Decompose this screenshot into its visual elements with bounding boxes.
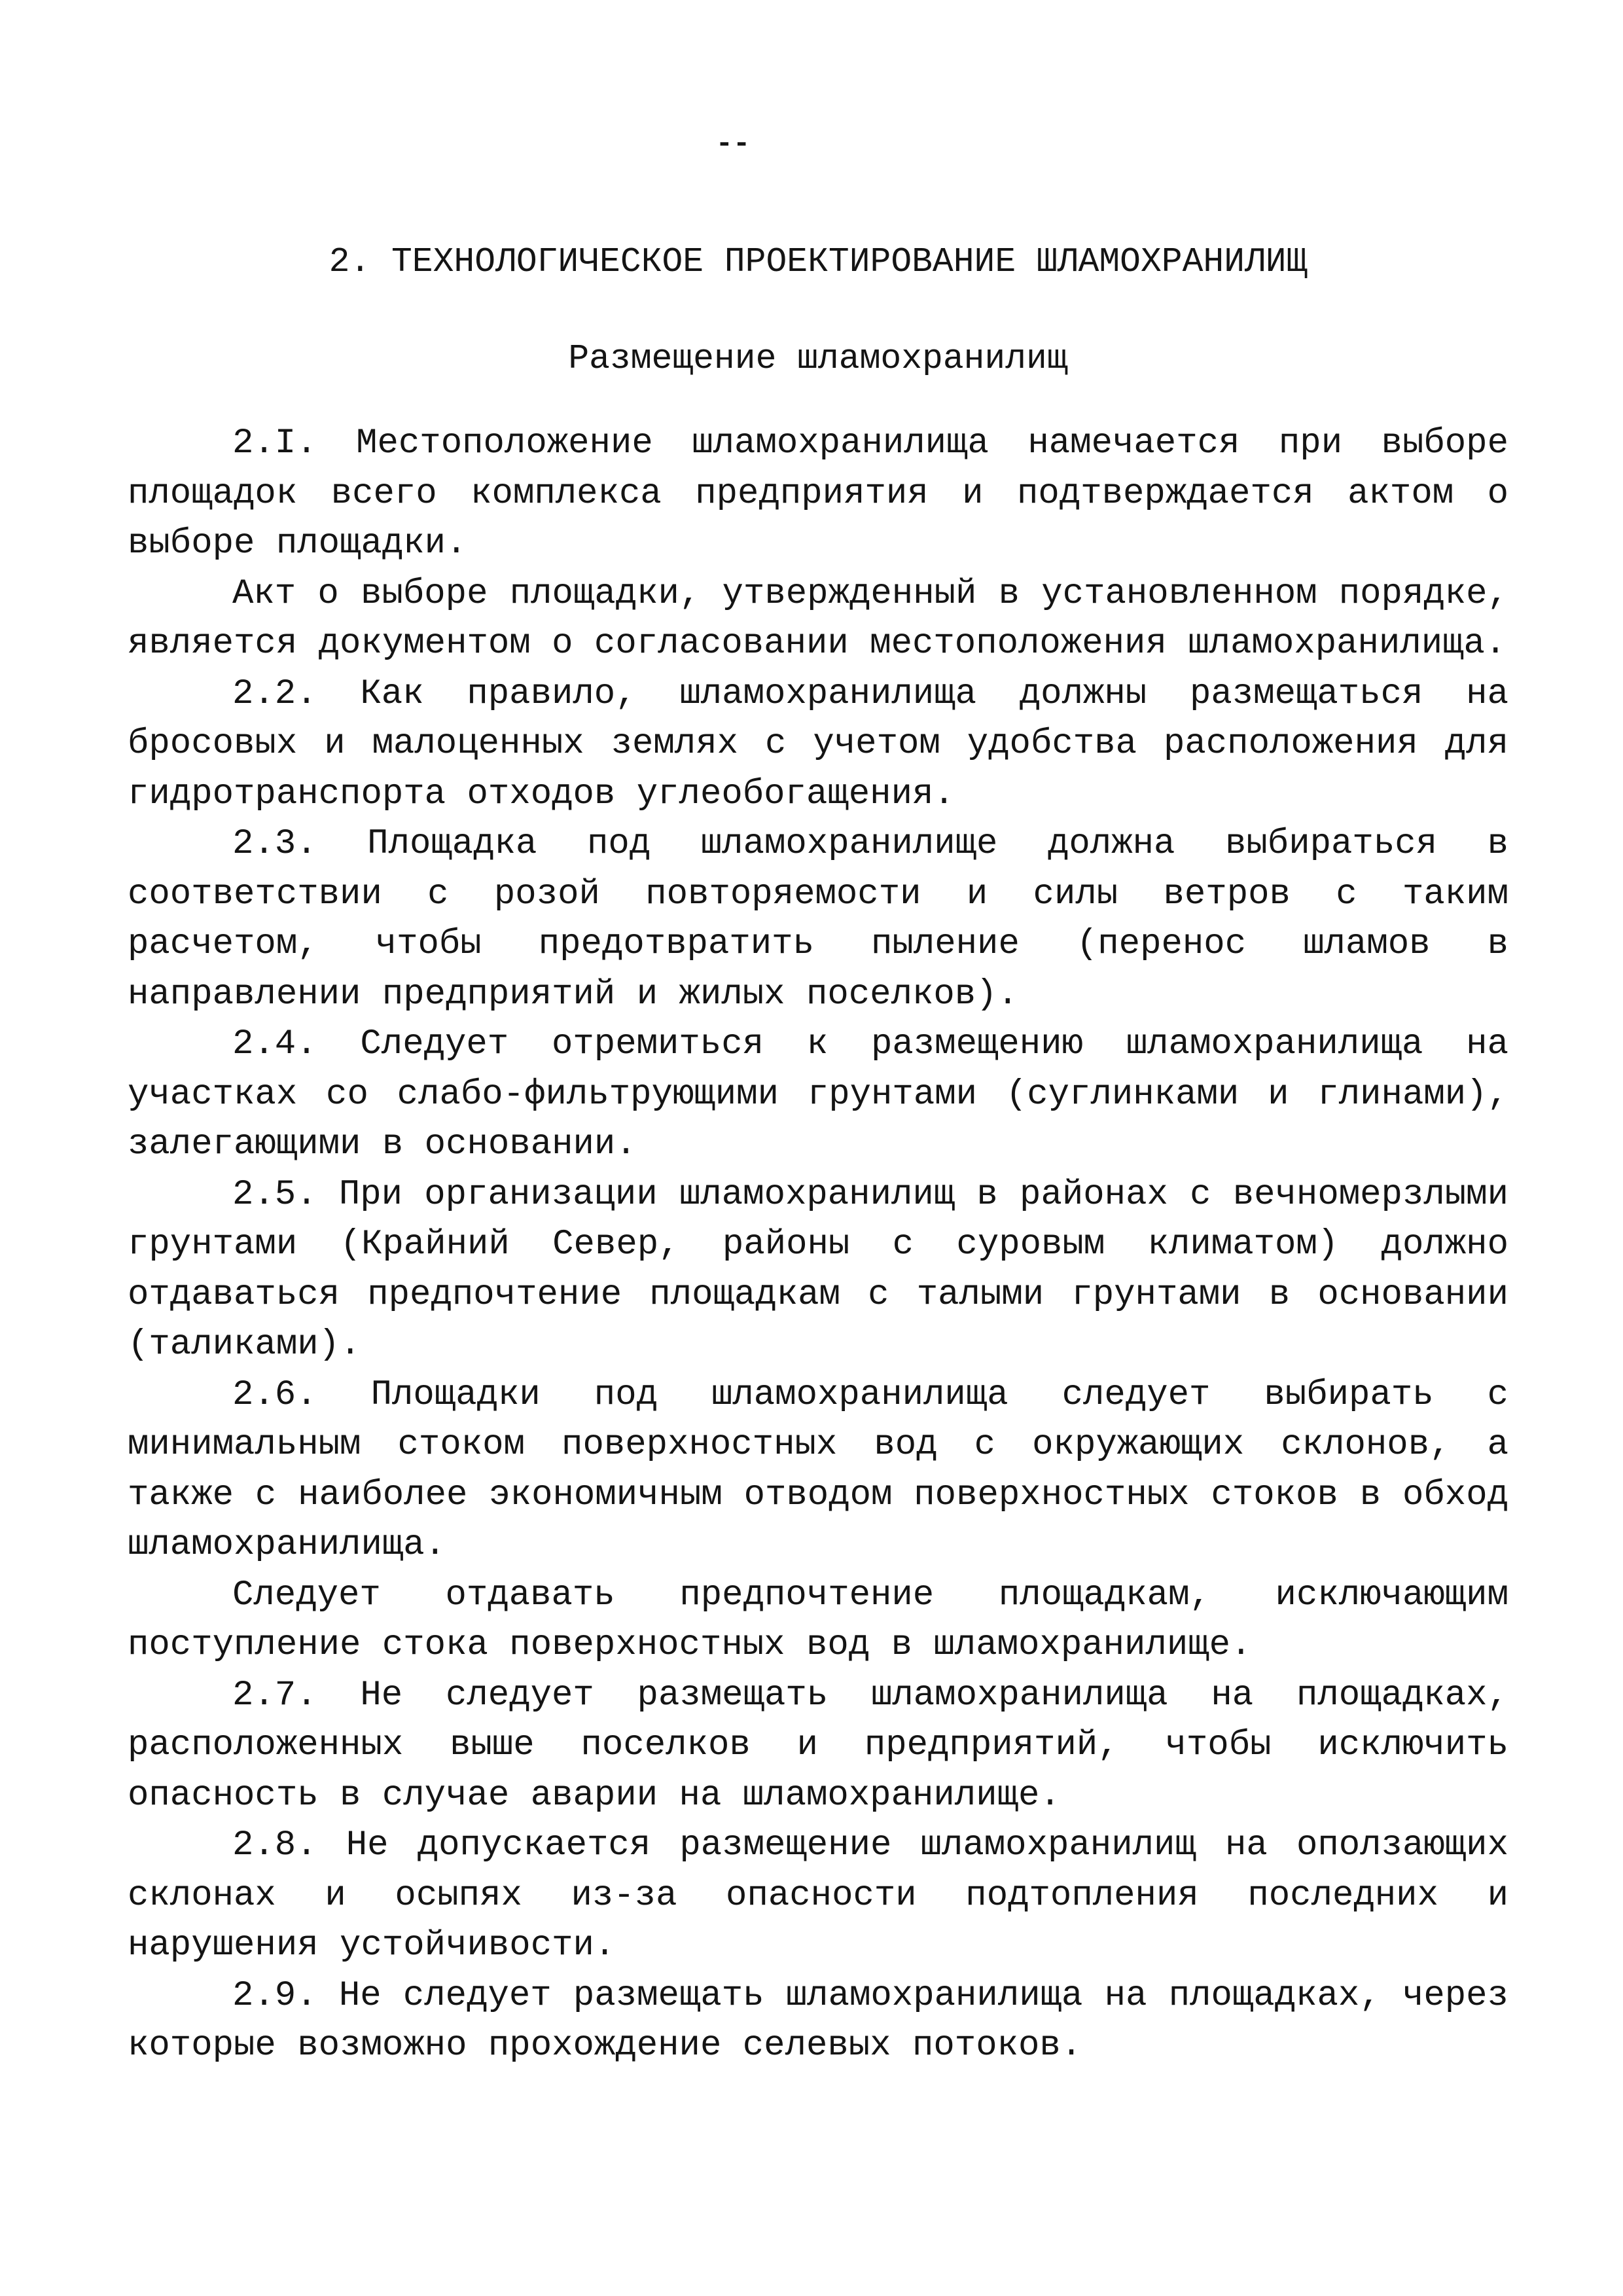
section-title: 2. ТЕХНОЛОГИЧЕСКОЕ ПРОЕКТИРОВАНИЕ ШЛАМОХРАНИЛИЩ: [329, 242, 1308, 281]
paragraph-2-6-note: Следует отдавать предпочтение площадкам, исключающим поступление стока поверхностных вод в шламохранилище.: [128, 1575, 1508, 1665]
paragraph-2-3: 2.3. Площадка под шламохранилище должна выбираться в соответствии с розой повторяемости и силы ветров с таким расчетом, чтобы предотвратить пыление (перенос шламов в направлении предприятий и жилых поселков).: [128, 824, 1508, 1014]
paragraph-2-1: 2.I. Местоположение шламохранилища намечается при выборе площадок всего комплекса предприятия и подтверждается актом о выборе площадки.: [128, 423, 1508, 564]
paragraph-2-8: 2.8. Не допускается размещение шламохранилищ на оползающих склонах и осыпях из-за опасности подтопления последних и нарушения устойчивости.: [128, 1825, 1508, 1965]
paragraph-2-6: 2.6. Площадки под шламохранилища следует выбирать с минимальным стоком поверхностных вод с окружающих склонов, а также с наиболее экономичным отводом поверхностных стоков в обход шламохранилища.: [128, 1374, 1508, 1565]
subsection-title: Размещение шламохранилищ: [568, 339, 1068, 378]
paragraph-2-5: 2.5. При организации шламохранилищ в районах с вечномерзлыми грунтами (Крайний Север, районы с суровым климатом) должно отдаваться предпочтение площадкам с талыми грунтами в основании (таликами).: [128, 1174, 1508, 1365]
paragraph-2-7: 2.7. Не следует размещать шламохранилища на площадках, расположенных выше поселков и предприятий, чтобы исключить опасность в случае аварии на шламохранилище.: [128, 1675, 1508, 1816]
body-text: [128, 419, 1508, 2072]
paragraph-2-1-act: Акт о выборе площадки, утвержденный в установленном порядке, является документом о согласовании местоположения шламохранилища.: [128, 573, 1508, 664]
page-number: --: [715, 128, 751, 160]
paragraph-2-9: 2.9. Не следует размещать шламохранилища на площадках, через которые возможно прохождение селевых потоков.: [128, 1975, 1508, 2066]
paragraph-2-2: 2.2. Как правило, шламохранилища должны размещаться на бросовых и малоценных землях с учетом удобства расположения для гидротранспорта отходов углеобогащения.: [128, 673, 1508, 814]
paragraph-2-4: 2.4. Следует отремиться к размещению шламохранилища на участках со слабо-фильтрующими грунтами (суглинками и глинами), залегающими в основании.: [128, 1024, 1508, 1164]
